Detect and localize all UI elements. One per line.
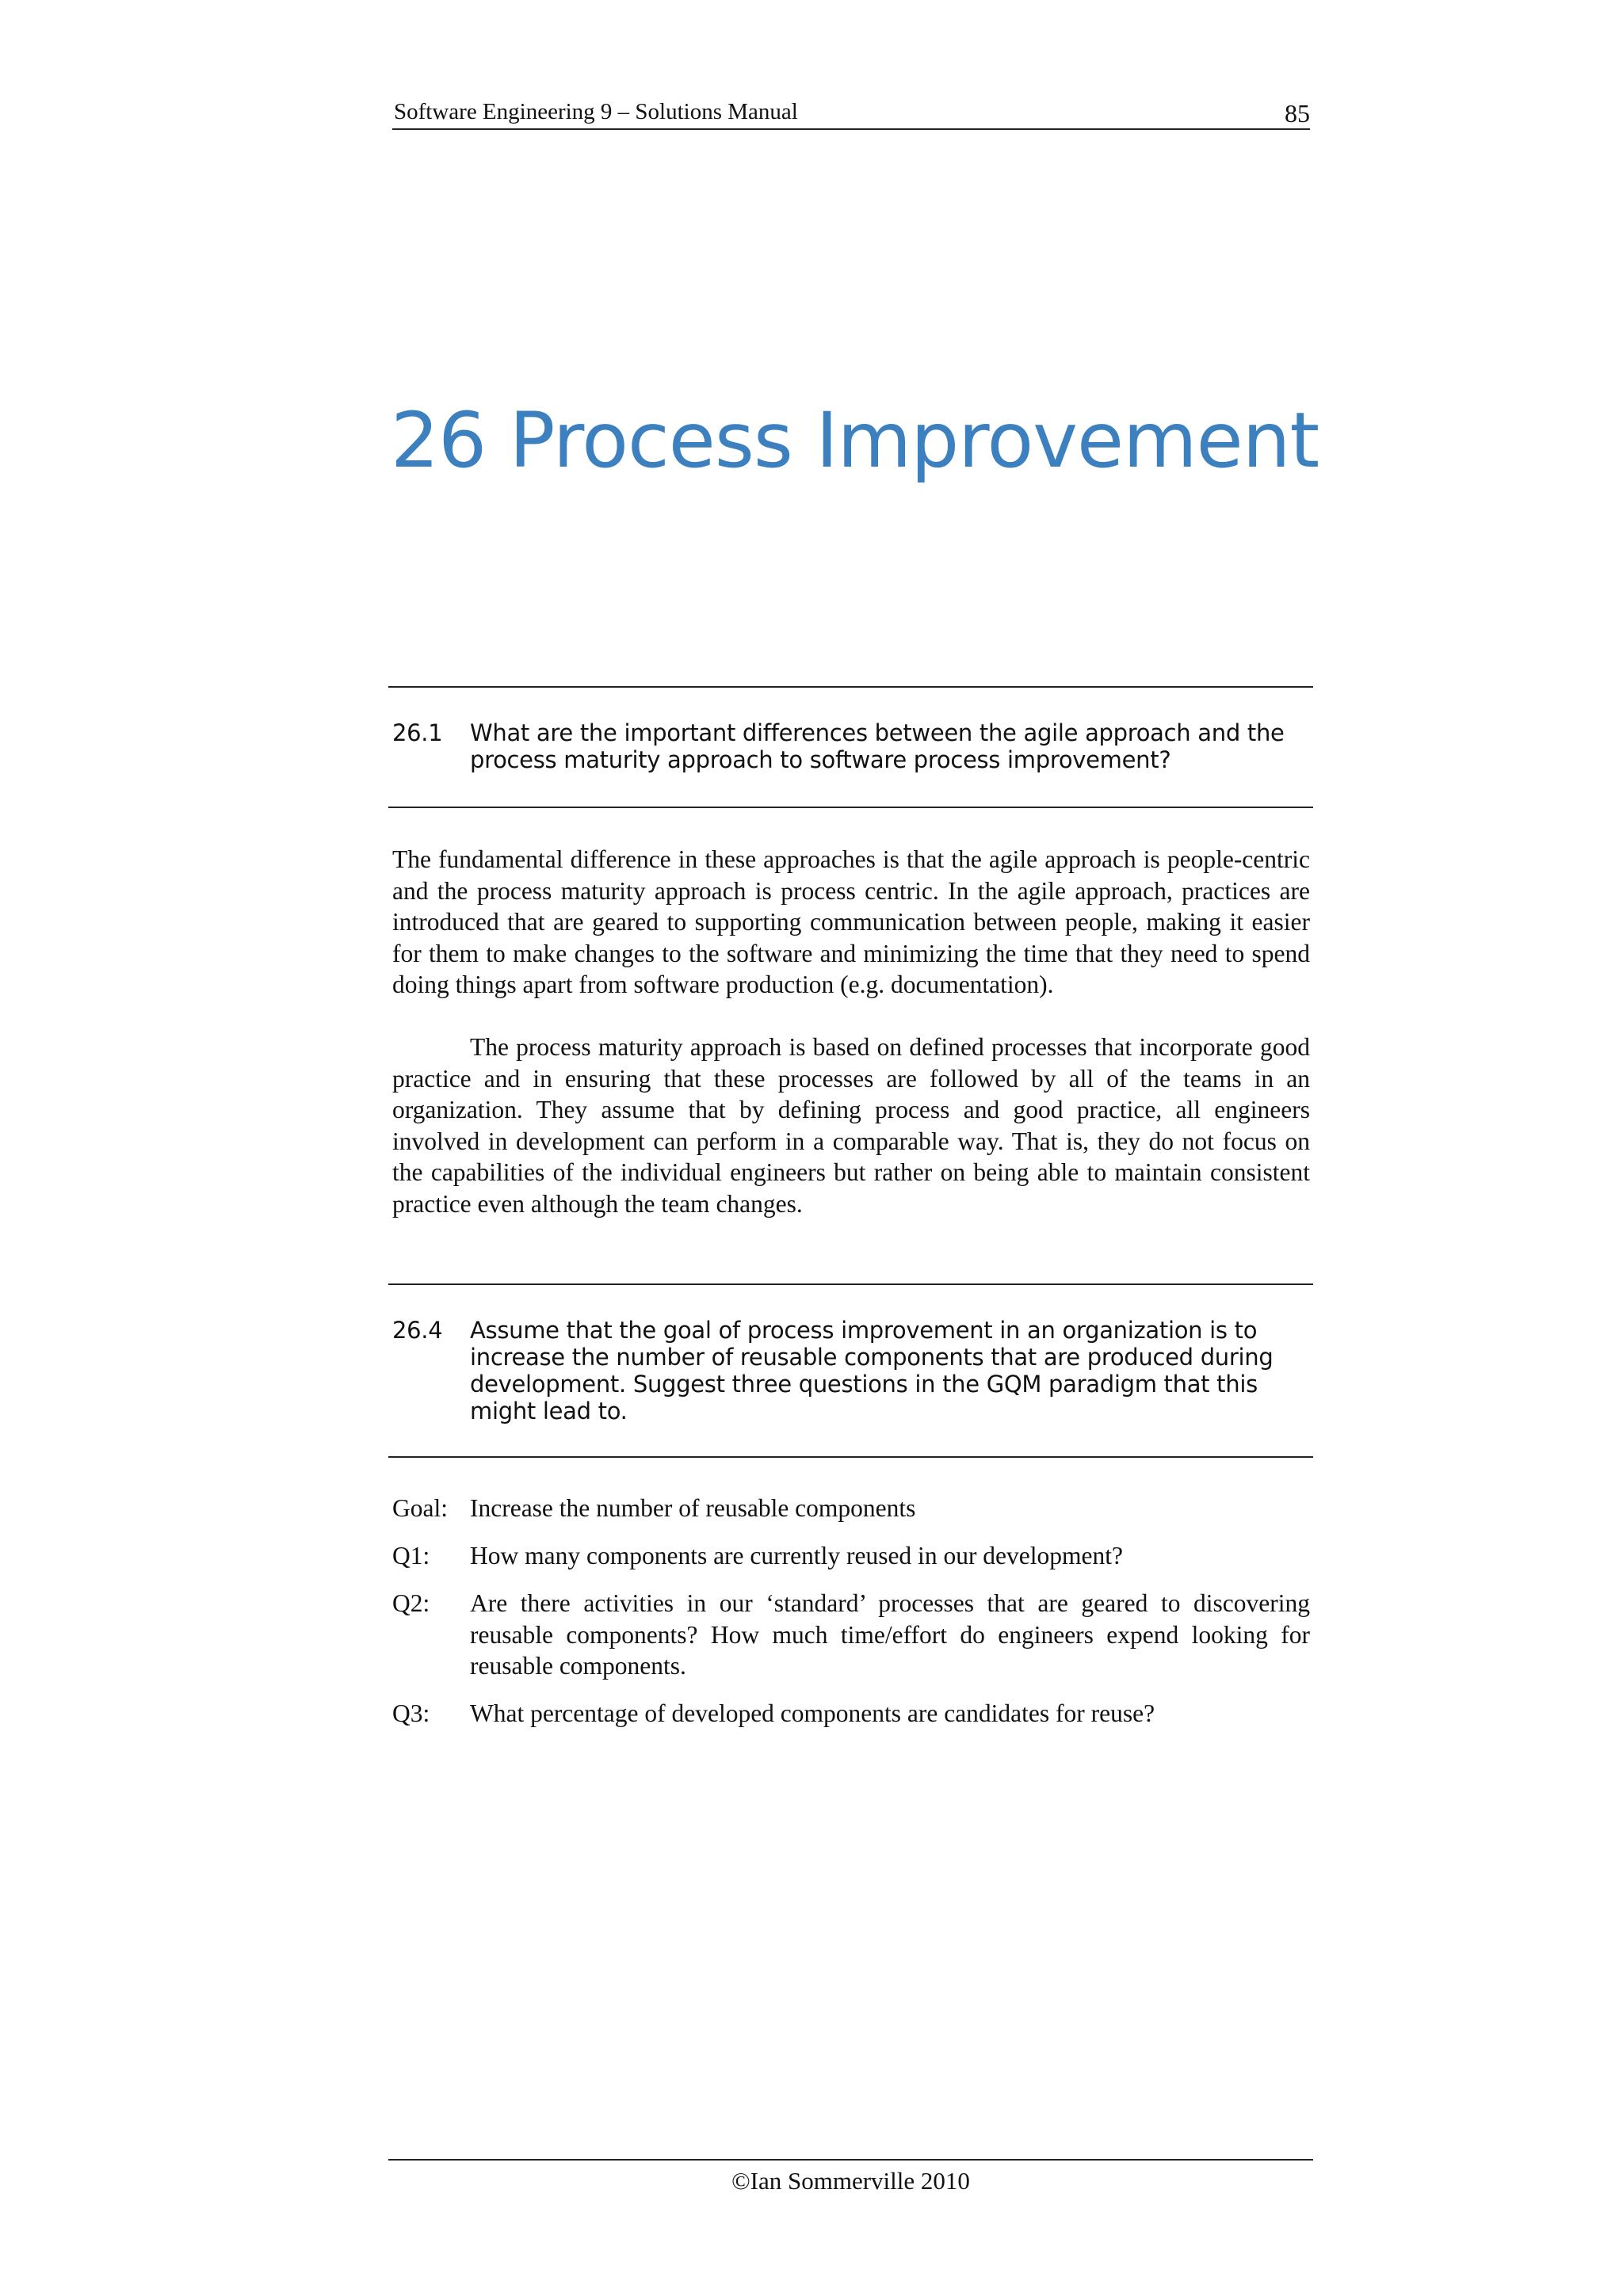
question-text: Assume that the goal of process improvement in an organization is to increase the number of reusable components that are produced during development. Suggest three questions in the GQM paradigm that this might lead to. bbox=[470, 1317, 1274, 1425]
gqm-text: How many components are currently reused in our development? bbox=[470, 1542, 1123, 1569]
gqm-goal-row bbox=[392, 1493, 1310, 1524]
gqm-label: Q2: bbox=[392, 1589, 430, 1617]
chapter-title: 26 Process Improvement bbox=[391, 396, 1319, 485]
page-header bbox=[392, 93, 1310, 130]
page-footer bbox=[388, 2159, 1313, 2195]
question-number: 26.4 bbox=[392, 1317, 443, 1344]
gqm-text: Increase the number of reusable components bbox=[470, 1494, 916, 1522]
question-block bbox=[392, 1317, 1312, 1425]
running-title: Software Engineering 9 – Solutions Manual bbox=[394, 99, 798, 124]
question-text: What are the important differences between the agile approach and the process maturity approach to software process improvement? bbox=[470, 719, 1285, 773]
section-divider-bottom bbox=[388, 1456, 1313, 1458]
copyright-text: ©Ian Sommerville 2010 bbox=[731, 2167, 970, 2195]
section-divider-bottom bbox=[388, 807, 1313, 808]
gqm-label: Q1: bbox=[392, 1542, 430, 1569]
gqm-label: Q3: bbox=[392, 1699, 430, 1727]
gqm-question-row bbox=[392, 1588, 1310, 1682]
gqm-text: Are there activities in our ‘standard’ processes that are geared to discovering reusable components? How much time/effort do engineers expend looking for reusable components. bbox=[470, 1589, 1310, 1680]
gqm-label: Goal: bbox=[392, 1494, 448, 1522]
section-divider-top bbox=[388, 1283, 1313, 1285]
question-number: 26.1 bbox=[392, 719, 443, 746]
question-block bbox=[392, 719, 1312, 773]
gqm-question-row bbox=[392, 1698, 1310, 1730]
gqm-text: What percentage of developed components are candidates for reuse? bbox=[470, 1699, 1155, 1727]
page-number: 85 bbox=[1285, 99, 1310, 128]
section-divider-top bbox=[388, 686, 1313, 688]
answer-paragraph: The process maturity approach is based on defined processes that incorporate good practice and in ensuring that these processes are followed by all of the teams in an organization. They assume that by defining process and good practice, all engineers involved in development can perform in a comparable way. That is, they do not focus on the capabilities of the individual engineers but rather on being able to maintain consistent practice even although the team changes. bbox=[392, 1033, 1310, 1218]
answer-paragraph: The fundamental difference in these approaches is that the agile approach is people-centric and the process maturity approach is process centric. In the agile approach, practices are introduced that are geared to supporting communication between people, making it easier for them to make changes to the software and minimizing the time that they need to spend doing things apart from software production (e.g. documentation). bbox=[392, 845, 1310, 998]
gqm-question-row bbox=[392, 1540, 1310, 1572]
